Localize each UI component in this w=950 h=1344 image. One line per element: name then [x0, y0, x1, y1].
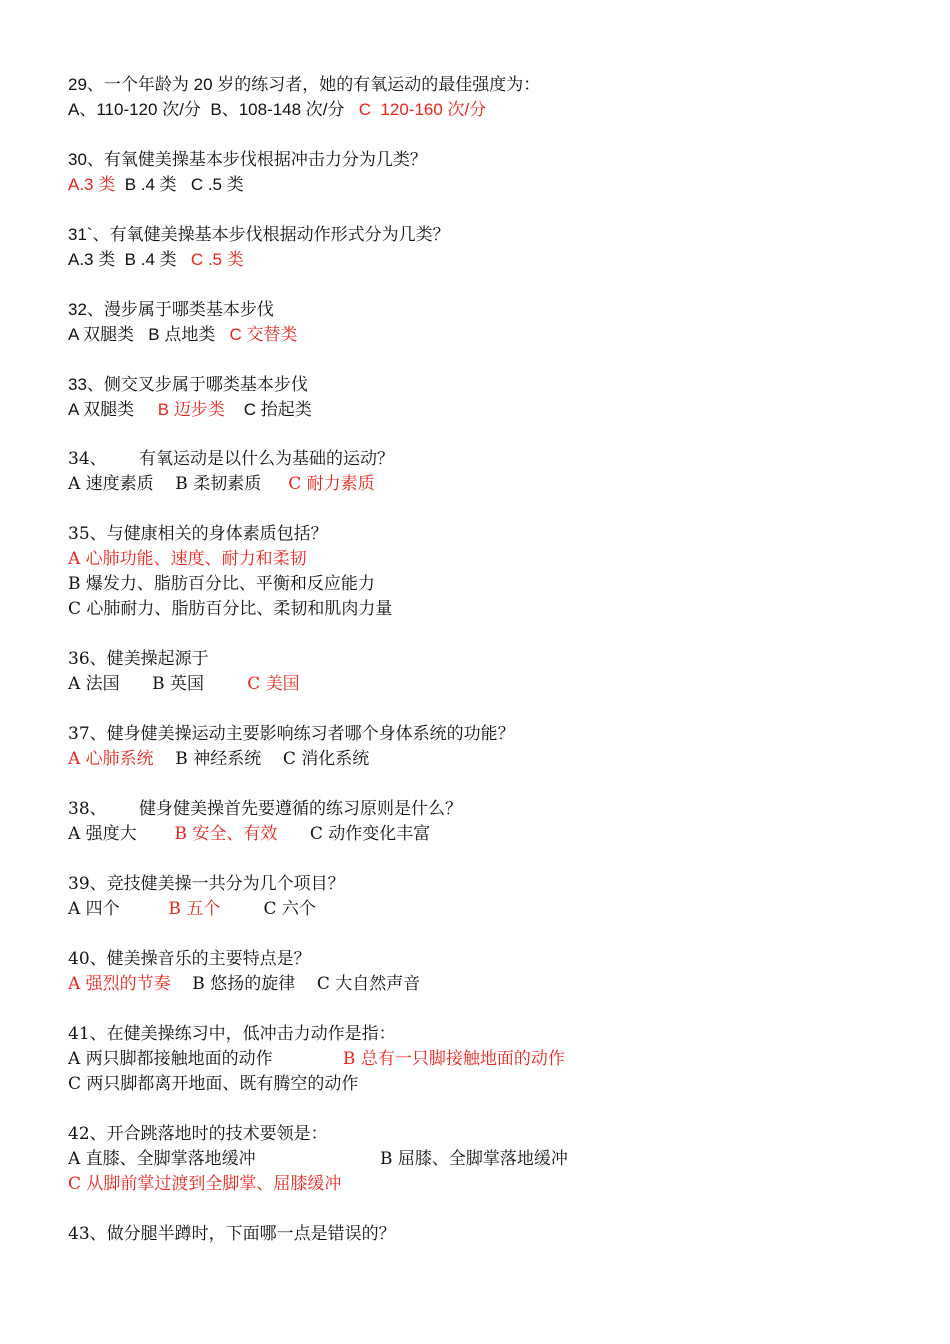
text-segment: B 神经系统 C 消化系统 — [153, 749, 370, 769]
question-text — [68, 447, 908, 472]
question-block — [68, 147, 908, 197]
correct-answer: C 美国 — [241, 674, 300, 694]
question-text — [68, 72, 908, 97]
answer-options — [68, 472, 908, 497]
correct-answer: A 心肺系统 — [68, 749, 154, 769]
question-block — [68, 72, 908, 122]
question-text — [68, 147, 908, 172]
text-segment: C 心肺耐力、脂肪百分比、柔韧和肌肉力量 — [68, 599, 393, 619]
text-segment: 34、 有氧运动是以什么为基础的运动？ — [68, 449, 395, 469]
text-segment: A 双腿类 — [68, 400, 154, 419]
text-segment: C 六个 — [220, 899, 316, 919]
text-segment: B 悠扬的旋律 C 大自然声音 — [170, 974, 421, 994]
answer-options — [68, 572, 908, 597]
answer-options — [68, 1172, 908, 1197]
question-text — [68, 372, 908, 397]
question-text — [68, 522, 908, 547]
question-block — [68, 797, 908, 847]
question-block — [68, 872, 908, 922]
text-segment: 31`、有氧健美操基本步伐根据动作形式分为几类？ — [68, 225, 450, 244]
text-segment: 39、竞技健美操一共分为几个项目？ — [68, 874, 345, 894]
text-segment: 36、健美操起源于 — [68, 649, 209, 669]
text-segment: 35、与健康相关的身体素质包括？ — [68, 524, 328, 544]
correct-answer: C .5 类 — [186, 250, 244, 269]
answer-options — [68, 672, 908, 697]
text-segment: C 动作变化丰富 — [277, 824, 431, 844]
correct-answer: A.3 类 — [68, 175, 116, 194]
correct-answer: C 交替类 — [224, 325, 298, 344]
answer-options — [68, 172, 908, 197]
answer-options — [68, 1147, 908, 1172]
question-text — [68, 947, 908, 972]
answer-options — [68, 597, 908, 622]
question-text — [68, 647, 908, 672]
question-block — [68, 222, 908, 272]
correct-answer: B 迈步类 — [153, 400, 225, 419]
question-text — [68, 1022, 908, 1047]
answer-options — [68, 1047, 908, 1072]
text-segment: 37、健身健美操运动主要影响练习者哪个身体系统的功能？ — [68, 724, 515, 744]
question-block — [68, 1222, 908, 1247]
answer-options — [68, 547, 908, 572]
answer-options — [68, 247, 908, 272]
text-segment: A 两只脚都接触地面的动作 — [68, 1049, 338, 1069]
exam-document — [68, 72, 908, 1272]
answer-options — [68, 397, 908, 422]
question-block — [68, 1022, 908, 1097]
question-text — [68, 872, 908, 897]
text-segment: 40、健美操音乐的主要特点是？ — [68, 949, 311, 969]
question-text — [68, 1222, 908, 1247]
answer-options — [68, 897, 908, 922]
answer-options — [68, 97, 908, 122]
question-block — [68, 522, 908, 622]
question-block — [68, 372, 908, 422]
text-segment: B 爆发力、脂肪百分比、平衡和反应能力 — [68, 574, 375, 594]
question-text — [68, 222, 908, 247]
correct-answer: C 120-160 次/分 — [353, 100, 487, 119]
text-segment: 30、有氧健美操基本步伐根据冲击力分为几类？ — [68, 150, 427, 169]
text-segment: A.3 类 B .4 类 — [68, 250, 187, 269]
text-segment: 32、漫步属于哪类基本步伐 — [68, 300, 274, 319]
question-block — [68, 722, 908, 772]
question-block — [68, 1122, 908, 1197]
correct-answer: A 强烈的节奏 — [68, 974, 171, 994]
correct-answer: C 从脚前掌过渡到全脚掌、屈膝缓冲 — [68, 1174, 342, 1194]
question-block — [68, 447, 908, 497]
text-segment: 29、一个年龄为 20 岁的练习者，她的有氧运动的最佳强度为： — [68, 75, 541, 94]
text-segment: B、108-148 次/分 — [210, 100, 354, 119]
text-segment: A 强度大 — [68, 824, 170, 844]
text-segment: 41、在健美操练习中，低冲击力动作是指： — [68, 1024, 396, 1044]
text-segment: A 四个 — [68, 899, 163, 919]
answer-options — [68, 822, 908, 847]
answer-options — [68, 972, 908, 997]
question-block — [68, 297, 908, 347]
correct-answer: B 总有一只脚接触地面的动作 — [337, 1049, 565, 1069]
question-block — [68, 647, 908, 697]
answer-options — [68, 1072, 908, 1097]
text-segment: 43、做分腿半蹲时，下面哪一点是错误的？ — [68, 1224, 396, 1244]
text-segment: 42、开合跳落地时的技术要领是： — [68, 1124, 328, 1144]
text-segment: 38、 健身健美操首先要遵循的练习原则是什么？ — [68, 799, 463, 819]
correct-answer: B 安全、有效 — [169, 824, 278, 844]
text-segment: A、110-120 次/分 — [68, 100, 211, 119]
question-text — [68, 797, 908, 822]
question-text — [68, 297, 908, 322]
question-text — [68, 722, 908, 747]
text-segment: A 速度素质 B 柔韧素质 — [68, 474, 283, 494]
text-segment: 33、侧交叉步属于哪类基本步伐 — [68, 375, 308, 394]
correct-answer: B 五个 — [162, 899, 221, 919]
question-text — [68, 1122, 908, 1147]
text-segment: B .4 类 C .5 类 — [115, 175, 244, 194]
answer-options — [68, 322, 908, 347]
correct-answer: A 心肺功能、速度、耐力和柔韧 — [68, 549, 307, 569]
text-segment: A 法国 B 英国 — [68, 674, 242, 694]
question-block — [68, 947, 908, 997]
text-segment: A 直膝、全脚掌落地缓冲 B 屈膝、全脚掌落地缓冲 — [68, 1149, 568, 1169]
text-segment: C 抬起类 — [224, 400, 312, 419]
answer-options — [68, 747, 908, 772]
text-segment: C 两只脚都离开地面、既有腾空的动作 — [68, 1074, 359, 1094]
correct-answer: C 耐力素质 — [282, 474, 375, 494]
text-segment: A 双腿类 B 点地类 — [68, 325, 225, 344]
